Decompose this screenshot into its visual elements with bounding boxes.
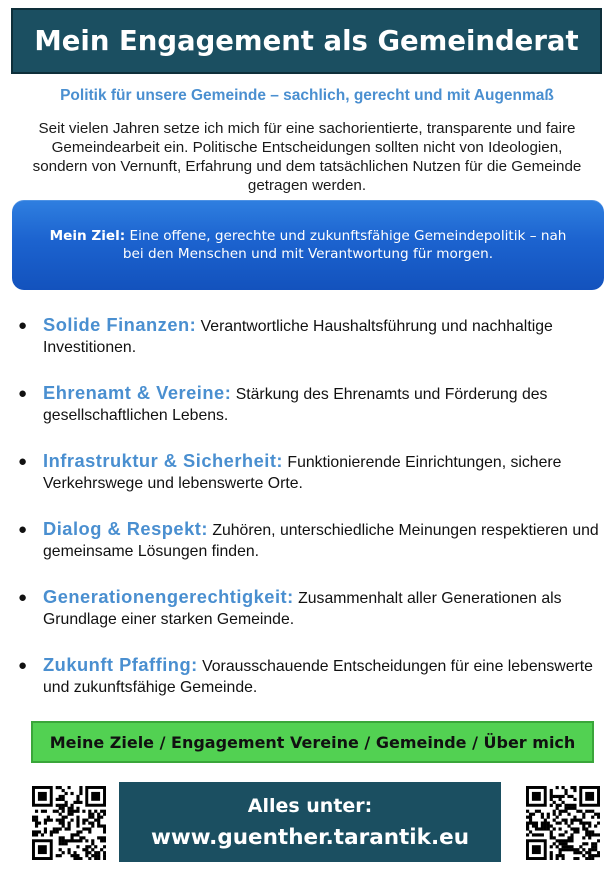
list-item	[18, 586, 608, 654]
priorities-list	[18, 314, 608, 722]
title-banner	[11, 8, 602, 74]
subtitle: Politik für unsere Gemeinde – sachlich, gerecht und mit Augenmaß	[60, 87, 554, 104]
point-title: Ehrenamt & Vereine:	[43, 382, 232, 403]
goal-box	[12, 200, 604, 290]
page-title: Mein Engagement als Gemeinderat	[34, 25, 579, 57]
point-title: Generationengerechtigkeit:	[43, 586, 294, 607]
website-box[interactable]	[119, 782, 501, 862]
bullet-icon: ●	[18, 385, 28, 402]
point-text: Zusammenhalt aller Generationen als Grundlage einer starken Gemeinde.	[43, 590, 562, 628]
list-item	[18, 654, 608, 722]
point-text: Verantwortliche Haushaltsführung und nachhaltige Investitionen.	[43, 318, 553, 356]
intro-paragraph: Seit vielen Jahren setze ich mich für eine sachorientierte, transparente und faire Gemeindearbeit ein. Politische Entscheidungen sollten nicht von Ideologien, sondern von Vernunft, Erfahrung und dem tatsächlichen Nutzen für die Gemeinde getragen werden.	[32, 120, 582, 194]
bullet-icon: ●	[18, 657, 28, 674]
bullet-icon: ●	[18, 453, 28, 470]
point-title: Solide Finanzen:	[43, 314, 197, 335]
point-title: Dialog & Respekt:	[43, 518, 208, 539]
goal-label: Mein Ziel:	[49, 228, 126, 244]
bullet-icon: ●	[18, 521, 28, 538]
links-bar[interactable]	[31, 721, 594, 763]
point-title: Zukunft Pfaffing:	[43, 654, 198, 675]
website-url[interactable]: www.guenther.tarantik.eu	[150, 824, 470, 850]
list-item	[18, 382, 608, 450]
bullet-icon: ●	[18, 317, 28, 334]
point-text: Funktionierende Einrichtungen, sichere Verkehrswege und lebenswerte Orte.	[43, 454, 562, 492]
goal-description: Eine offene, gerechte und zukunftsfähige Gemeindepolitik – nah bei den Menschen und mit Verantwortung für morgen.	[122, 228, 567, 262]
list-item	[18, 450, 608, 518]
qr-code-icon[interactable]	[32, 786, 106, 860]
point-text: Stärkung des Ehrenamts und Förderung des gesellschaftlichen Lebens.	[43, 386, 548, 424]
list-item	[18, 314, 608, 382]
goal-text	[38, 227, 578, 263]
list-item	[18, 518, 608, 586]
point-text: Zuhören, unterschiedliche Meinungen respektieren und gemeinsame Lösungen finden.	[43, 522, 599, 560]
links-text: Meine Ziele / Engagement Vereine / Gemeinde / Über mich	[49, 732, 576, 752]
website-label: Alles unter:	[247, 794, 373, 817]
qr-code-icon[interactable]	[526, 786, 600, 860]
point-text: Vorausschauende Entscheidungen für eine lebenswerte und zukunftsfähige Gemeinde.	[43, 658, 593, 696]
bullet-icon: ●	[18, 589, 28, 606]
point-title: Infrastruktur & Sicherheit:	[43, 450, 284, 471]
